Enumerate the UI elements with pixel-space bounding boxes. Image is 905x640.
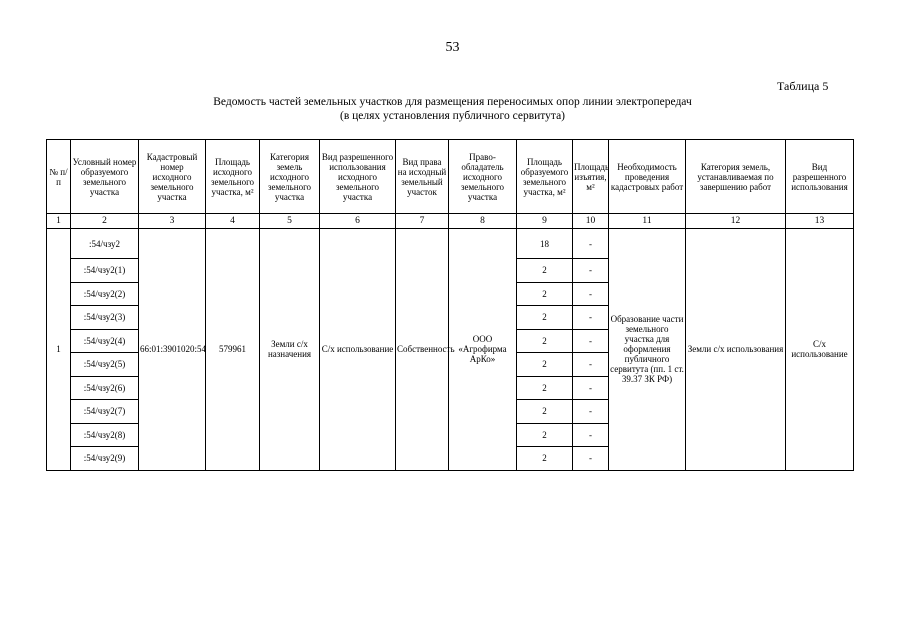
part-id: :54/чзу2(7) [71, 400, 139, 424]
part-area: 2 [517, 376, 573, 400]
part-id: :54/чзу2(2) [71, 282, 139, 306]
column-number: 7 [396, 214, 449, 229]
part-area: 2 [517, 447, 573, 471]
column-number: 5 [260, 214, 320, 229]
part-id: :54/чзу2 [71, 229, 139, 259]
final-usage: С/х использование [786, 229, 854, 471]
header-cell: Необходимость проведения кадастровых работ [609, 140, 686, 214]
seized-area: - [573, 229, 609, 259]
part-id: :54/чзу2(1) [71, 259, 139, 283]
column-number: 9 [517, 214, 573, 229]
title-line-1: Ведомость частей земельных участков для размещения переносимых опор линии электропередач [213, 96, 692, 108]
header-cell: Право-обладатель исходного земельного участка [449, 140, 517, 214]
part-id: :54/чзу2(5) [71, 353, 139, 377]
part-area: 2 [517, 329, 573, 353]
column-number: 10 [573, 214, 609, 229]
header-cell: Площадь образуемого земельного участка, м² [517, 140, 573, 214]
part-id: :54/чзу2(8) [71, 423, 139, 447]
part-area: 2 [517, 400, 573, 424]
owner: ООО «Агрофирма АрКо» [449, 229, 517, 471]
part-area: 2 [517, 282, 573, 306]
land-category: Земли с/х назначения [260, 229, 320, 471]
cadastral-number: 66:01:3901020:54 [139, 229, 206, 471]
part-id: :54/чзу2(3) [71, 306, 139, 330]
header-cell: Вид права на исходный земельный участок [396, 140, 449, 214]
column-number: 11 [609, 214, 686, 229]
part-area: 18 [517, 229, 573, 259]
part-area: 2 [517, 353, 573, 377]
page-number: 53 [445, 40, 460, 55]
header-cell: Вид разрешенного использования [786, 140, 854, 214]
seized-area: - [573, 400, 609, 424]
column-number: 6 [320, 214, 396, 229]
seized-area: - [573, 353, 609, 377]
table-label: Таблица 5 [777, 79, 829, 93]
header-cell: № п/п [47, 140, 71, 214]
part-area: 2 [517, 423, 573, 447]
document-title [0, 95, 905, 123]
column-number: 3 [139, 214, 206, 229]
column-number: 8 [449, 214, 517, 229]
seized-area: - [573, 282, 609, 306]
column-number: 2 [71, 214, 139, 229]
permitted-usage: С/х использование [320, 229, 396, 471]
header-cell: Категория земель исходного земельного участка [260, 140, 320, 214]
part-id: :54/чзу2(6) [71, 376, 139, 400]
source-area: 579961 [206, 229, 260, 471]
seized-area: - [573, 447, 609, 471]
header-cell: Условный номер образуемого земельного участка [71, 140, 139, 214]
part-id: :54/чзу2(9) [71, 447, 139, 471]
header-cell: Площадь изъятия, м² [573, 140, 609, 214]
seized-area: - [573, 329, 609, 353]
header-cell: Категория земель, устанавливаемая по завершению работ [686, 140, 786, 214]
cadastral-works: Образование части земельного участка для оформления публичного сервитута (пп. 1 ст. 39.37 ЗК РФ) [609, 229, 686, 471]
header-cell: Кадастровый номер исходного земельного участка [139, 140, 206, 214]
final-category: Земли с/х использования [686, 229, 786, 471]
column-number-row [47, 214, 854, 229]
part-area: 2 [517, 306, 573, 330]
column-number: 1 [47, 214, 71, 229]
table-header-row [47, 140, 854, 214]
table-row [47, 229, 854, 259]
seized-area: - [573, 259, 609, 283]
column-number: 12 [686, 214, 786, 229]
column-number: 4 [206, 214, 260, 229]
part-id: :54/чзу2(4) [71, 329, 139, 353]
header-cell: Площадь исходного земельного участка, м² [206, 140, 260, 214]
seized-area: - [573, 376, 609, 400]
title-line-2: (в целях установления публичного сервитута) [339, 110, 566, 122]
seized-area: - [573, 306, 609, 330]
right-type: Собственность [396, 229, 449, 471]
seized-area: - [573, 423, 609, 447]
part-area: 2 [517, 259, 573, 283]
column-number: 13 [786, 214, 854, 229]
row-number: 1 [47, 229, 71, 471]
land-parts-table [46, 139, 854, 471]
header-cell: Вид разрешенного использования исходного земельного участка [320, 140, 396, 214]
